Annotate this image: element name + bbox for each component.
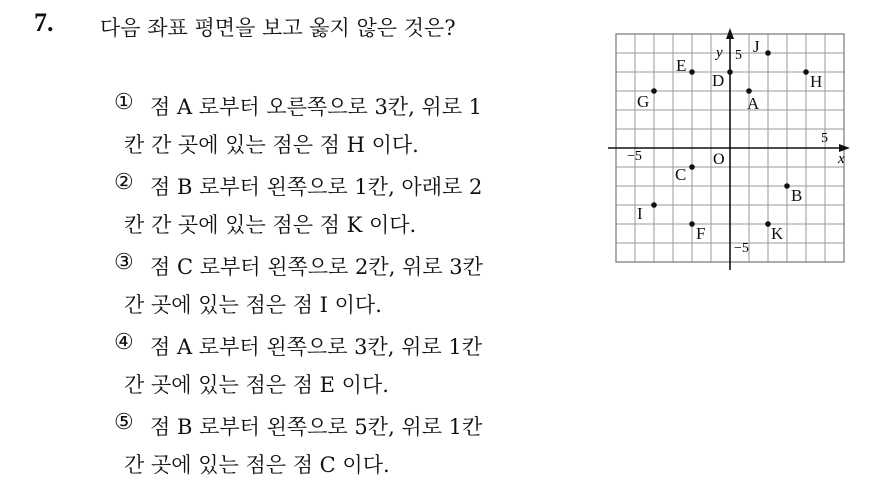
choice-1[interactable] (114, 88, 574, 168)
choice-1-mark[interactable]: ① (114, 90, 134, 115)
tick-label-x-neg: −5 (627, 149, 642, 164)
question-stem: 다음 좌표 평면을 보고 옳지 않은 것은? (100, 16, 456, 40)
point-dot (727, 69, 733, 75)
choice-4-mark[interactable]: ④ (114, 330, 134, 355)
answer-choices (114, 88, 574, 488)
point-dot (803, 69, 809, 75)
point-label: A (747, 94, 760, 113)
point-label: E (676, 56, 687, 75)
point-dot (651, 88, 657, 94)
tick-label-y-pos: 5 (735, 48, 742, 63)
point-dot (765, 50, 771, 56)
choice-3-line2: 간 곳에 있는 점은 점 I 이다. (124, 293, 382, 317)
point-label: J (753, 37, 760, 56)
choice-4-line2: 간 곳에 있는 점은 점 E 이다. (124, 373, 389, 397)
y-axis-label: y (716, 45, 723, 61)
point-label: D (712, 71, 725, 90)
choice-4[interactable] (114, 328, 574, 408)
point-dot (784, 183, 790, 189)
point-dot (746, 88, 752, 94)
point-label: H (810, 72, 823, 91)
point-label: K (771, 224, 784, 243)
choice-5[interactable] (114, 408, 574, 488)
choice-2-mark[interactable]: ② (114, 170, 134, 195)
tick-label-x-pos: 5 (821, 131, 828, 146)
choice-3-line1: 점 C 로부터 왼쪽으로 2칸, 위로 3칸 (150, 255, 483, 279)
x-axis-label: x (838, 151, 845, 167)
tick-label-y-neg: −5 (734, 241, 749, 256)
choice-5-line1: 점 B 로부터 왼쪽으로 5칸, 위로 1칸 (150, 415, 483, 439)
choice-3[interactable] (114, 248, 574, 328)
origin-label: O (713, 151, 725, 168)
point-label: F (696, 224, 706, 243)
coordinate-plane (608, 26, 852, 270)
choice-4-line1: 점 A 로부터 왼쪽으로 3칸, 위로 1칸 (150, 335, 483, 359)
axes (608, 28, 850, 270)
choice-5-line2: 간 곳에 있는 점은 점 C 이다. (124, 453, 390, 477)
choice-5-mark[interactable]: ⑤ (114, 410, 134, 435)
point-dot (689, 221, 695, 227)
point-label: C (675, 165, 687, 184)
point-dot (651, 202, 657, 208)
choice-2-line1: 점 B 로부터 왼쪽으로 1칸, 아래로 2 (150, 175, 483, 199)
question-number: 7. (34, 8, 54, 37)
choice-3-mark[interactable]: ③ (114, 250, 134, 275)
point-a (746, 88, 760, 113)
choice-1-line2: 칸 간 곳에 있는 점은 점 H 이다. (124, 133, 419, 157)
point-label: I (637, 204, 643, 223)
choice-1-line1: 점 A 로부터 오른쪽으로 3칸, 위로 1 (150, 95, 483, 119)
choice-2-line2: 칸 간 곳에 있는 점은 점 K 이다. (124, 213, 417, 237)
point-dot (765, 221, 771, 227)
choice-2[interactable] (114, 168, 574, 248)
point-label: B (791, 186, 803, 205)
point-dot (689, 69, 695, 75)
point-dot (689, 164, 695, 170)
point-label: G (637, 92, 650, 111)
